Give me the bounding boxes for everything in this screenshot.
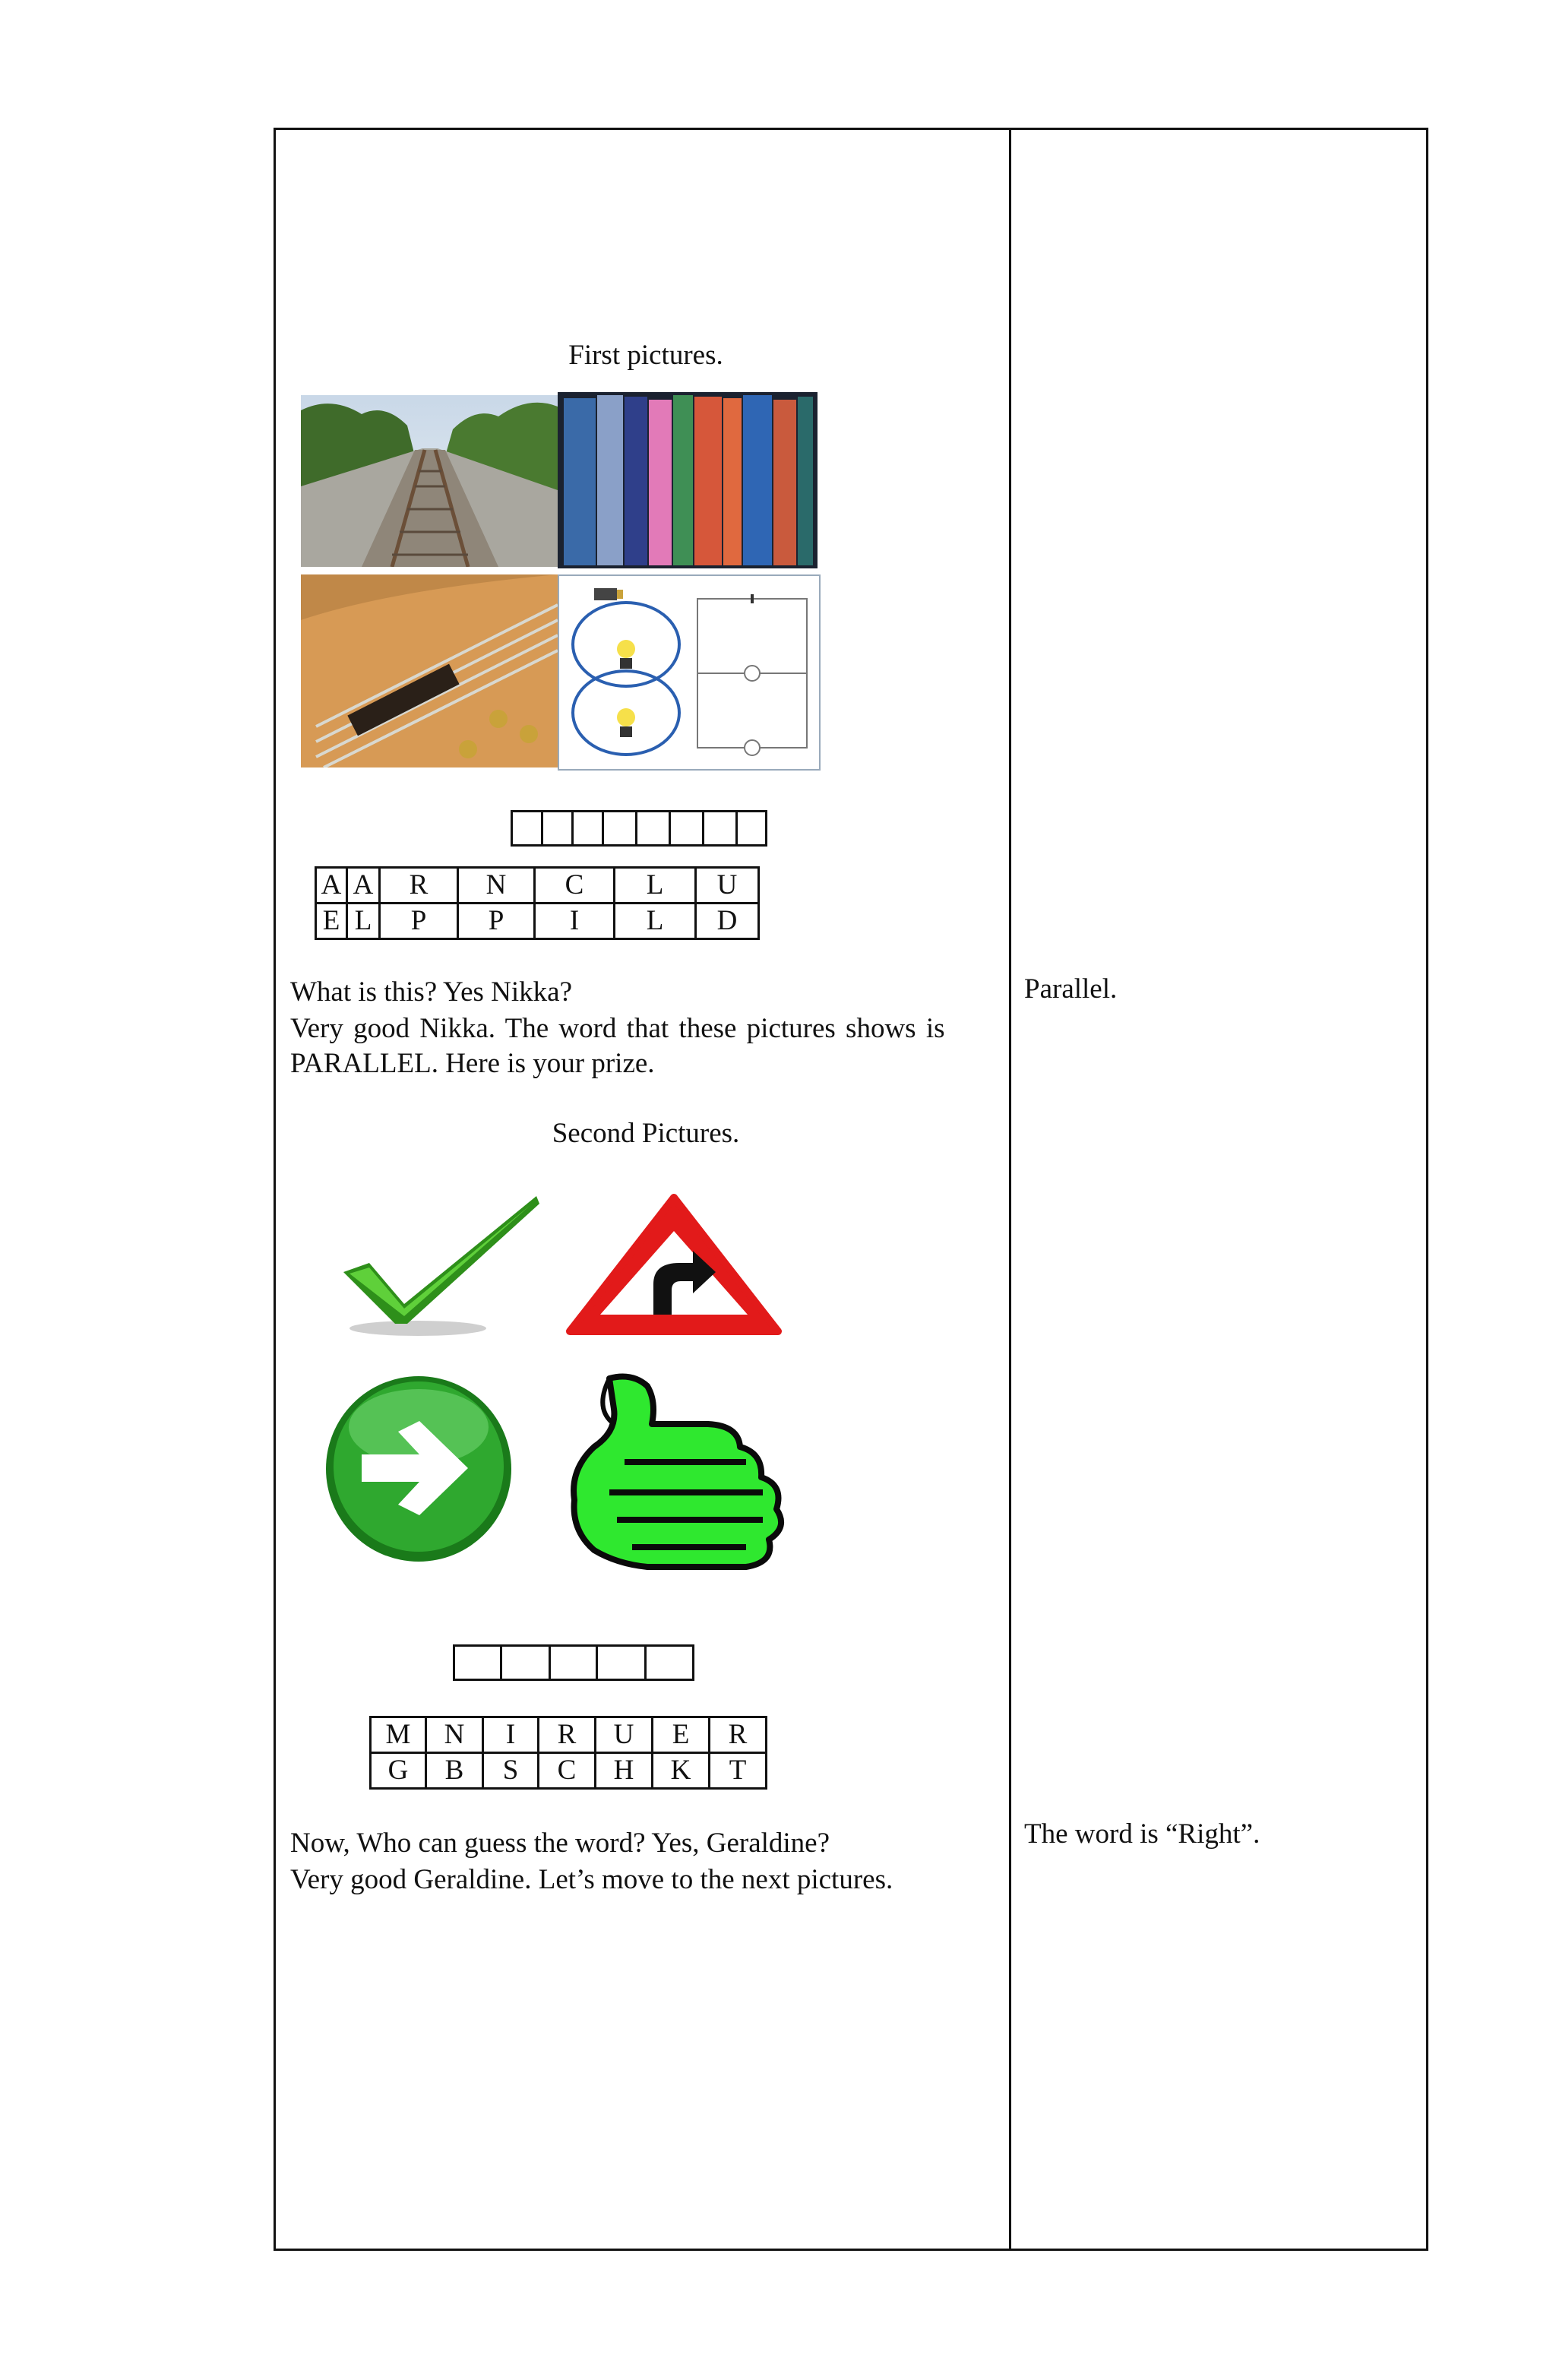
blank-box [511, 810, 541, 847]
answer-right: The word is “Right”. [1024, 1818, 1260, 1850]
letter-cell: B [426, 1753, 483, 1789]
letter-cell: N [458, 868, 535, 904]
letter-cell: M [371, 1717, 426, 1753]
first-pictures-heading: First pictures. [568, 340, 723, 371]
blank-box [702, 810, 735, 847]
letter-cell: I [483, 1717, 539, 1753]
letter-cell: G [371, 1753, 426, 1789]
first-answer-blanks [511, 810, 767, 847]
guitar-photo [301, 574, 558, 767]
letter-cell: U [596, 1717, 653, 1753]
letter-cell: C [539, 1753, 596, 1789]
letter-cell: H [596, 1753, 653, 1789]
blank-box [541, 810, 571, 847]
letter-cell: E [653, 1717, 710, 1753]
question2-line1: Now, Who can guess the word? Yes, Geraldine? [290, 1828, 830, 1859]
letter-cell: C [535, 868, 615, 904]
letter-cell: A [347, 868, 380, 904]
letter-cell: E [316, 904, 347, 939]
letter-cell: L [615, 868, 696, 904]
right-arrow-button-icon [319, 1374, 518, 1564]
question1-line2: Very good Nikka. The word that these pictures shows is [290, 1013, 945, 1044]
blank-box [453, 1644, 500, 1681]
blank-box [571, 810, 602, 847]
answer-parallel: Parallel. [1024, 973, 1118, 1005]
letter-cell: K [653, 1753, 710, 1789]
letter-cell: D [696, 904, 759, 939]
question1-line1: What is this? Yes Nikka? [290, 976, 572, 1008]
second-letter-grid [369, 1716, 767, 1790]
railway-photo [301, 395, 558, 567]
letter-cell: R [539, 1717, 596, 1753]
letter-cell: L [347, 904, 380, 939]
column-divider [1009, 128, 1011, 2251]
circuit-diagram [558, 574, 821, 771]
letter-cell: L [615, 904, 696, 939]
blank-box [549, 1644, 596, 1681]
blank-box [644, 1644, 694, 1681]
second-answer-blanks [453, 1644, 694, 1681]
second-pictures-heading: Second Pictures. [552, 1118, 740, 1149]
letter-cell: R [710, 1717, 767, 1753]
first-letter-grid [315, 866, 760, 940]
question1-line3: PARALLEL. Here is your prize. [290, 1048, 655, 1079]
books-photo [558, 392, 818, 568]
blank-box [669, 810, 702, 847]
letter-cell: T [710, 1753, 767, 1789]
blank-box [596, 1644, 644, 1681]
checkmark-icon [334, 1190, 544, 1342]
right-turn-sign-icon [565, 1193, 783, 1337]
letter-cell: P [380, 904, 458, 939]
blank-box [735, 810, 767, 847]
blank-box [602, 810, 635, 847]
question2-line2: Very good Geraldine. Let’s move to the next pictures. [290, 1864, 893, 1895]
letter-cell: I [535, 904, 615, 939]
blank-box [635, 810, 669, 847]
letter-cell: P [458, 904, 535, 939]
letter-cell: N [426, 1717, 483, 1753]
letter-cell: U [696, 868, 759, 904]
letter-cell: R [380, 868, 458, 904]
letter-cell: S [483, 1753, 539, 1789]
blank-box [500, 1644, 549, 1681]
thumbs-up-icon [564, 1371, 792, 1575]
letter-cell: A [316, 868, 347, 904]
